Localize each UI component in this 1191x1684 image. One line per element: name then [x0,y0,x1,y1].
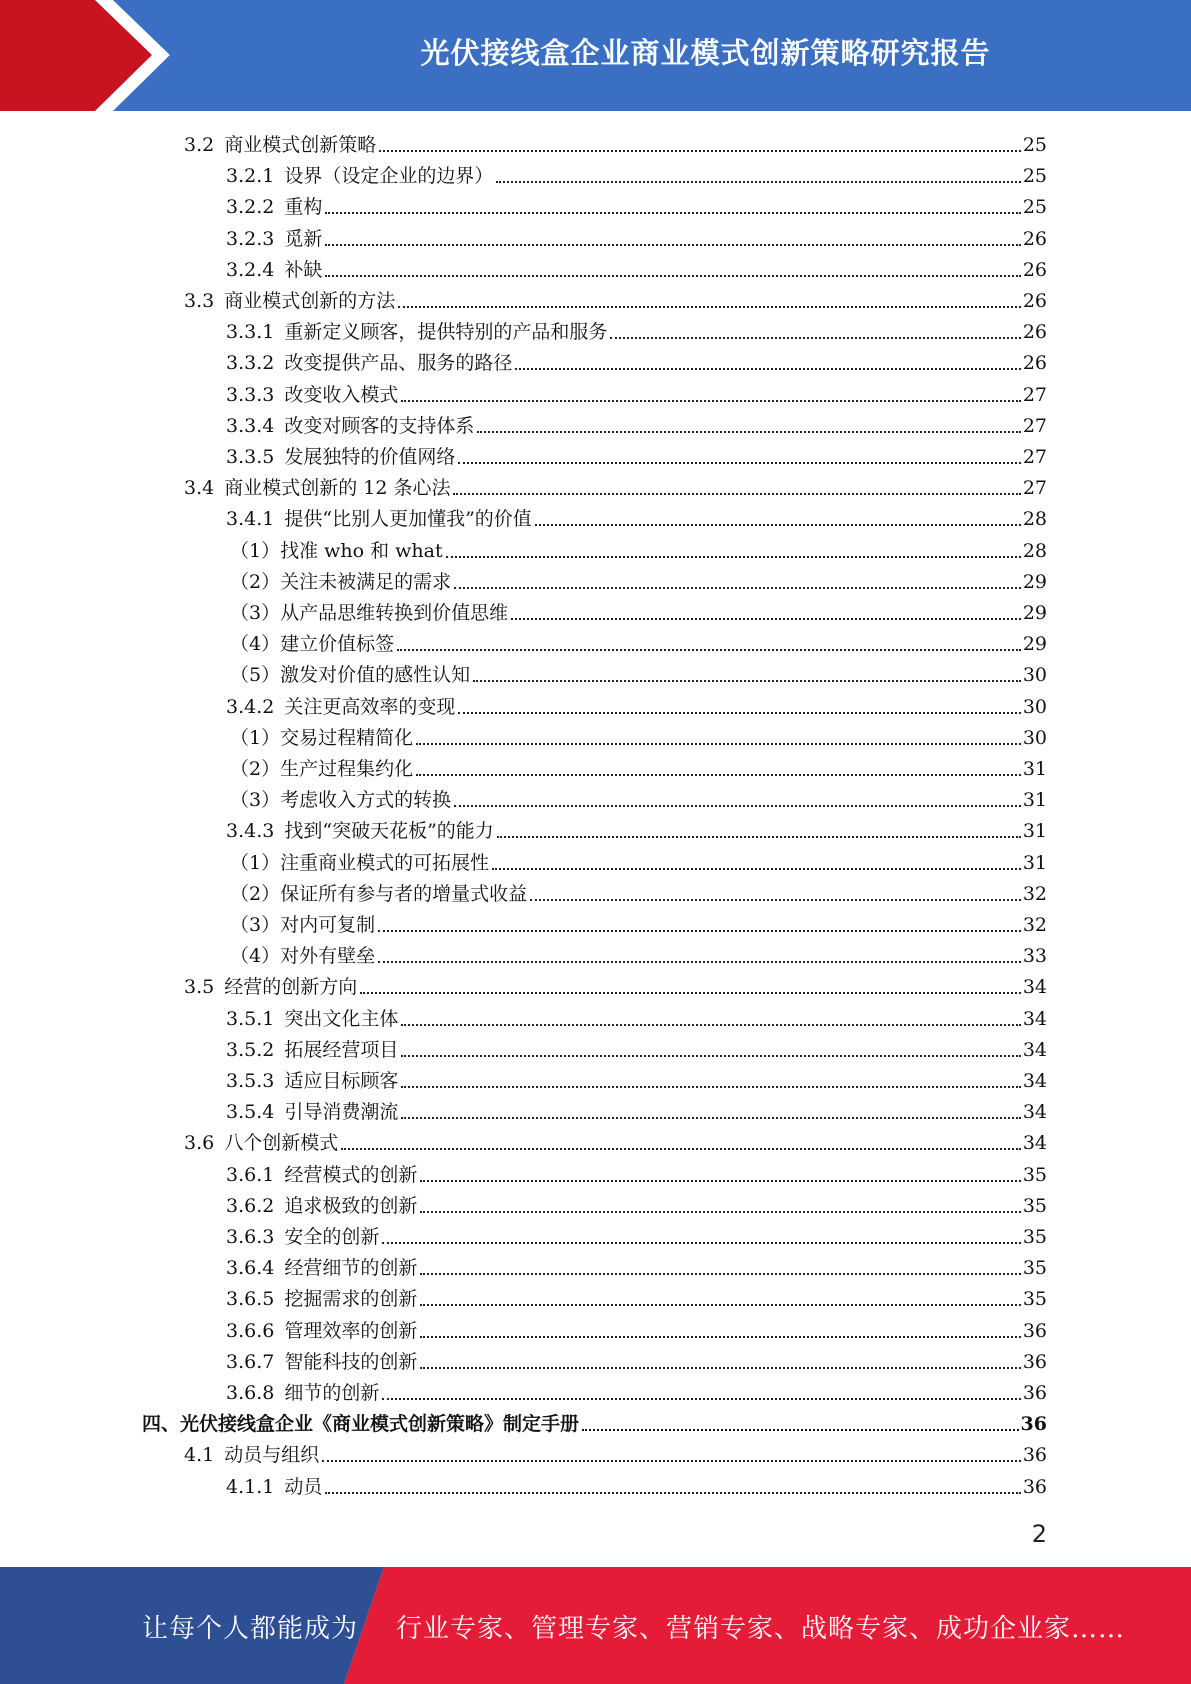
toc-dot-leader [341,1148,1021,1150]
toc-entry[interactable] [226,1313,1047,1343]
toc-entry-number: 3.2.2 [226,196,275,219]
toc-entry-page: 26 [1022,227,1047,250]
toc-entry[interactable] [230,876,1047,906]
toc-entry-title: （4）对外有壁垒 [230,945,376,968]
toc-dot-leader [535,524,1021,526]
toc-entry-title: （5）激发对价值的感性认知 [230,664,471,687]
toc-entry-page: 34 [1022,1038,1047,1061]
toc-entry-page: 32 [1022,914,1047,936]
toc-entry[interactable] [226,501,1047,531]
toc-dot-leader [379,150,1021,152]
toc-dot-leader [454,805,1021,807]
toc-dot-leader [477,431,1020,433]
toc-entry[interactable] [226,1001,1047,1031]
toc-entry-page: 35 [1022,1257,1047,1280]
toc-entry-page: 34 [1022,1070,1047,1092]
toc-dot-leader [382,1398,1020,1400]
toc-entry[interactable] [184,470,1047,500]
toc-dot-leader [401,1117,1020,1119]
toc-dot-leader [322,1460,1021,1462]
toc-dot-leader [420,1367,1020,1369]
toc-entry-number: 3.2 [184,134,215,156]
toc-dot-leader [360,992,1021,994]
toc-dot-leader [401,1086,1020,1088]
toc-entry-page: 34 [1022,976,1047,999]
toc-entry-page: 28 [1022,508,1047,531]
toc-entry[interactable] [226,252,1047,282]
toc-entry-page: 35 [1022,1163,1047,1186]
toc-dot-leader [473,680,1021,682]
toc-entry-page: 29 [1022,570,1047,593]
toc-dot-leader [325,275,1020,277]
toc-entry-page: 31 [1022,758,1047,780]
toc-entry-page: 26 [1022,258,1047,281]
toc-entry-title: 商业模式创新的 12 条心法 [224,477,451,500]
toc-dot-leader [515,368,1020,370]
toc-entry-page: 25 [1022,196,1047,219]
toc-entry-number: 3.5.4 [226,1101,275,1124]
toc-dot-leader [420,1180,1020,1182]
toc-entry-number: 3.2.1 [226,165,275,188]
toc-dot-leader [458,462,1020,464]
toc-entry[interactable] [226,221,1047,251]
toc-dot-leader [401,400,1020,402]
toc-entry-number: 3.3.4 [226,414,275,437]
toc-entry-number: 3.5.2 [226,1038,275,1061]
toc-entry-title: 改变提供产品、服务的路径 [284,352,513,375]
toc-entry-number: 3.5 [184,976,215,999]
toc-entry-page: 36 [1022,1444,1047,1467]
toc-entry-title: （3）从产品思维转换到价值思维 [230,602,509,624]
toc-entry-number: 3.6.5 [226,1288,275,1311]
toc-entry[interactable] [226,1375,1047,1405]
toc-entry-title: 设界（设定企业的边界） [284,165,494,188]
toc-entry-title: 关注更高效率的变现 [284,695,456,718]
toc-entry[interactable] [226,1188,1047,1218]
toc-entry-title: 商业模式创新的方法 [224,290,396,312]
toc-entry-number: 3.3.2 [226,352,275,375]
toc-entry-page: 28 [1022,539,1047,562]
toc-entry-title: 发展独特的价值网络 [284,446,456,468]
toc-entry-page: 27 [1022,446,1047,468]
toc-entry-title: （3）对内可复制 [230,914,376,936]
toc-entry-title: 动员与组织 [224,1444,320,1467]
toc-entry[interactable] [230,751,1047,781]
toc-entry[interactable] [230,657,1047,687]
toc-entry-number: 3.3.3 [226,383,275,406]
toc-entry[interactable] [226,1344,1047,1374]
toc-dot-leader [420,1211,1020,1213]
page-number: 2 [1031,1520,1047,1548]
toc-dot-leader [420,1273,1020,1275]
toc-entry-page: 27 [1022,414,1047,437]
toc-entry-title: 补缺 [284,258,323,281]
toc-entry[interactable] [184,283,1047,313]
toc-entry-number: 3.4.1 [226,508,275,531]
toc-entry-title: 商业模式创新策略 [224,134,377,156]
toc-entry-page: 30 [1022,664,1047,687]
toc-entry-page: 34 [1022,1007,1047,1030]
toc-entry[interactable] [226,689,1047,719]
toc-entry-title: 四、光伏接线盒企业《商业模式创新策略》制定手册 [142,1413,580,1436]
toc-entry-page: 36 [1022,1382,1047,1404]
toc-entry-number: 3.2.3 [226,227,275,250]
toc-entry-title: 拓展经营项目 [284,1038,399,1061]
page-header [0,0,1191,111]
toc-entry-page: 27 [1022,383,1047,406]
toc-entry-title: （2）生产过程集约化 [230,758,414,780]
toc-entry[interactable] [230,533,1047,563]
toc-entry-number: 3.6.4 [226,1257,275,1280]
toc-entry[interactable] [230,720,1047,750]
toc-entry[interactable] [230,564,1047,594]
toc-dot-leader [397,649,1021,651]
toc-entry-title: （4）建立价值标签 [230,633,395,656]
toc-entry-number: 4.1.1 [226,1475,275,1498]
toc-entry[interactable] [184,1125,1047,1155]
toc-entry-title: 细节的创新 [284,1382,380,1404]
toc-entry-number: 3.5.3 [226,1070,275,1092]
toc-entry[interactable] [226,1219,1047,1249]
toc-entry[interactable] [226,1469,1047,1499]
toc-entry-page: 26 [1022,290,1047,312]
toc-dot-leader [325,244,1020,246]
toc-entry-title: 重新定义顾客，提供特别的产品和服务 [284,321,608,344]
toc-entry[interactable] [226,408,1047,438]
toc-entry-number: 3.4.3 [226,820,275,843]
toc-entry-title: （1）找准 who 和 what [230,539,443,562]
toc-dot-leader [458,712,1020,714]
toc-entry-number: 3.2.4 [226,258,275,281]
toc-entry[interactable] [230,595,1047,625]
toc-entry-number: 3.6.6 [226,1319,275,1342]
toc-entry-title: 智能科技的创新 [284,1350,418,1373]
toc-entry[interactable] [226,1250,1047,1280]
toc-entry-title: 改变收入模式 [284,383,399,406]
toc-entry[interactable] [226,377,1047,407]
footer-slogan-left: 让每个人都能成为 [142,1614,359,1644]
toc-dot-leader [416,774,1021,776]
toc-entry[interactable] [230,845,1047,875]
toc-entry-number: 3.5.1 [226,1007,275,1030]
toc-dot-leader [325,1492,1020,1494]
toc-entry-page: 25 [1022,165,1047,188]
toc-entry-title: 适应目标顾客 [284,1070,399,1092]
toc-entry-number: 3.6.3 [226,1226,275,1248]
toc-entry-page: 36 [1020,1413,1047,1436]
page-footer [0,1567,1191,1684]
toc-dot-leader [610,337,1020,339]
toc-entry[interactable] [226,1094,1047,1124]
header-chevron-decoration [0,0,260,111]
toc-entry-page: 35 [1022,1288,1047,1311]
toc-entry-number: 3.3 [184,290,215,312]
toc-entry[interactable] [226,158,1047,188]
toc-entry[interactable] [230,782,1047,812]
toc-entry[interactable] [230,626,1047,656]
toc-entry-number: 3.6.2 [226,1194,275,1217]
toc-entry-page: 32 [1022,882,1047,905]
toc-entry[interactable] [226,314,1047,344]
toc-entry-title: 动员 [284,1475,323,1498]
toc-entry-title: （1）交易过程精简化 [230,726,414,749]
toc-entry[interactable] [226,1281,1047,1311]
toc-dot-leader [496,181,1020,183]
footer-slogan-right: 行业专家、管理专家、营销专家、战略专家、成功企业家…… [396,1614,1126,1644]
toc-entry[interactable] [226,189,1047,219]
toc-entry[interactable] [226,439,1047,469]
toc-dot-leader [378,961,1021,963]
toc-entry[interactable] [226,1157,1047,1187]
toc-entry-number: 3.6 [184,1132,215,1155]
toc-entry-title: 重构 [284,196,323,219]
toc-entry-title: 八个创新模式 [224,1132,339,1155]
toc-entry[interactable] [184,1437,1047,1467]
toc-entry-title: 挖掘需求的创新 [284,1288,418,1311]
toc-entry[interactable] [184,969,1047,999]
toc-entry-page: 31 [1022,820,1047,843]
toc-entry-title: 引导消费潮流 [284,1101,399,1124]
toc-entry-page: 31 [1022,789,1047,812]
toc-entry-number: 3.3.5 [226,446,275,468]
toc-dot-leader [398,306,1021,308]
toc-entry-page: 35 [1022,1226,1047,1248]
toc-entry-number: 3.6.8 [226,1382,275,1404]
toc-entry-title: 找到“突破天花板”的能力 [284,820,494,843]
toc-entry[interactable] [184,127,1047,157]
toc-entry-page: 34 [1022,1132,1047,1155]
toc-entry-title: 突出文化主体 [284,1007,399,1030]
toc-entry-number: 3.4 [184,477,215,500]
toc-entry-title: 提供“比别人更加懂我”的价值 [284,508,532,531]
toc-entry-number: 3.6.1 [226,1163,275,1186]
toc-entry-number: 3.4.2 [226,695,275,718]
toc-entry-title: 经营细节的创新 [284,1257,418,1280]
toc-entry-page: 33 [1022,945,1047,968]
toc-entry-title: 追求极致的创新 [284,1194,418,1217]
toc-entry[interactable] [226,345,1047,375]
toc-entry-page: 35 [1022,1194,1047,1217]
toc-dot-leader [420,1336,1020,1338]
toc-entry-page: 27 [1022,477,1047,500]
toc-entry-page: 36 [1022,1475,1047,1498]
toc-dot-leader [454,587,1021,589]
toc-dot-leader [453,493,1020,495]
toc-dot-leader [401,1055,1020,1057]
toc-entry-page: 26 [1022,321,1047,344]
toc-entry-title: 经营的创新方向 [224,976,358,999]
toc-dot-leader [401,1024,1020,1026]
toc-entry-number: 3.3.1 [226,321,275,344]
toc-entry-title: 觅新 [284,227,323,250]
document-title: 光伏接线盒企业商业模式创新策略研究报告 [420,36,991,70]
toc-entry-page: 30 [1022,695,1047,718]
toc-dot-leader [530,899,1021,901]
toc-entry-page: 31 [1022,851,1047,874]
toc-entry[interactable] [226,813,1047,843]
toc-entry-title: （3）考虑收入方式的转换 [230,789,452,812]
toc-entry-page: 26 [1022,352,1047,375]
toc-dot-leader [582,1429,1019,1431]
toc-entry-page: 36 [1022,1350,1047,1373]
toc-entry[interactable] [226,1032,1047,1062]
toc-entry-number: 3.6.7 [226,1350,275,1373]
toc-entry-title: 改变对顾客的支持体系 [284,414,475,437]
toc-dot-leader [511,618,1021,620]
toc-entry-page: 34 [1022,1101,1047,1124]
toc-dot-leader [378,930,1021,932]
toc-entry[interactable] [230,907,1047,937]
toc-entry-title: （1）注重商业模式的可拓展性 [230,851,490,874]
toc-entry-title: （2）保证所有参与者的增量式收益 [230,882,528,905]
toc-dot-leader [382,1242,1020,1244]
toc-dot-leader [325,212,1020,214]
toc-entry[interactable] [230,938,1047,968]
toc-entry-page: 29 [1022,633,1047,656]
toc-entry-page: 25 [1022,134,1047,156]
toc-dot-leader [492,868,1021,870]
toc-entry-title: 管理效率的创新 [284,1319,418,1342]
toc-entry-page: 36 [1022,1319,1047,1342]
toc-entry-title: （2）关注未被满足的需求 [230,570,452,593]
toc-dot-leader [420,1304,1020,1306]
toc-entry-page: 30 [1022,726,1047,749]
toc-entry-title: 安全的创新 [284,1226,380,1248]
toc-entry-number: 4.1 [184,1444,215,1467]
toc-dot-leader [497,836,1021,838]
toc-entry[interactable] [226,1063,1047,1093]
toc-entry[interactable] [142,1406,1047,1436]
toc-entry-title: 经营模式的创新 [284,1163,418,1186]
toc-dot-leader [446,556,1021,558]
toc-dot-leader [416,743,1021,745]
toc-entry-page: 29 [1022,602,1047,624]
